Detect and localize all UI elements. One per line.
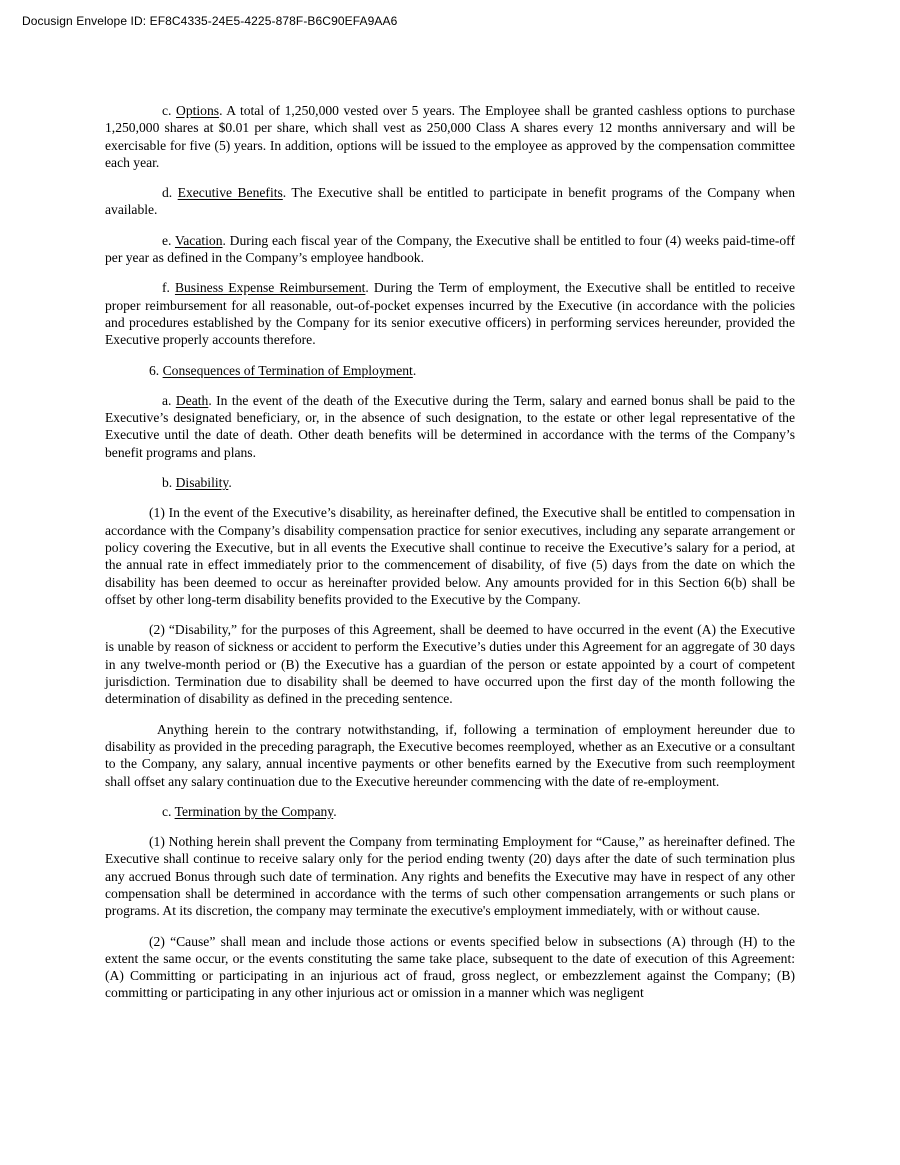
text-run: f. (162, 280, 175, 296)
paragraph-8 (105, 504, 795, 608)
paragraph-3 (105, 232, 795, 267)
paragraph-7 (105, 474, 795, 491)
text-run: (1) In the event of the Executive’s disability, as hereinafter defined, the Executive shall be entitled to compensation in accordance with the Company’s disability compensation practice for senior executives, including any separate arrangement or policy covering the Executive, but in all events the Executive shall continue to receive the Executive’s salary for a period, at the annual rate in effect immediately prior to the commencement of disability, of five (5) days from the date on which the disability has been deemed to occur as hereinafter provided below. Any amounts provided for in this Section 6(b) shall be offset by other long-term disability benefits provided to the Executive by the Company. (105, 505, 795, 607)
text-run: . A total of 1,250,000 vested over 5 years. The Employee shall be granted cashless options to purchase 1,250,000 shares at $0.01 per share, which shall vest as 250,000 Class A shares every 12 months anniversary and will be exercisable for five (5) years. In addition, options will be issued to the employee as approved by the compensation committee each year. (105, 103, 795, 170)
text-run: . (228, 475, 232, 491)
underlined-heading-text: Executive Benefits (177, 185, 283, 201)
text-run: . The Executive shall be entitled to participate in benefit programs of the Company when available. (105, 185, 796, 218)
text-run: Anything herein to the contrary notwithstanding, if, following a termination of employment hereunder due to disability as provided in the preceding paragraph, the Executive becomes reemployed, whether as an Executive or a consultant to the Company, any salary, annual incentive payments or other benefits earned by the Executive from such reemployment shall offset any salary continuation due to the Executive hereunder commencing with the date of re-employment. (105, 721, 795, 789)
paragraph-13 (105, 933, 795, 1002)
text-run: (2) “Cause” shall mean and include those actions or events specified below in subsections (A) through (H) to the extent the same occur, or the events constituting the same take place, subsequent to the date of execution of this Agreement: (A) Committing or participating in an injurious act of fraud, gross neglect, or embezzlement against the Company; (B) committing or participating in any other injurious act or omission in a manner which was negligent (105, 933, 795, 1001)
paragraph-5 (105, 362, 795, 379)
paragraph-12 (105, 833, 795, 919)
text-run: (1) Nothing herein shall prevent the Company from terminating Employment for “Cause,” as hereinafter defined. The Executive shall continue to receive salary only for the period ending twenty (20) days after the date of such termination plus any accrued Bonus through such date of termination. Any rights and benefits the Executive may have in respect of any other compensation shall be determined in accordance with the terms of such other compensation arrangements or such plans or programs. At its discretion, the company may terminate the executive's employment immediately, with or without cause. (105, 834, 795, 919)
underlined-heading-text: Business Expense Reimbursement (174, 280, 366, 296)
text-run: d. (162, 185, 178, 201)
text-run: . During the Term of employment, the Executive shall be entitled to receive proper reimbursement for all reasonable, out-of-pocket expenses incurred by the Executive (in accordance with the policies and procedures established by the Company for its senior executive officers) in performing services hereunder, provided the Executive properly accounts therefore. (105, 280, 795, 348)
text-run: . During each fiscal year of the Company, the Executive shall be entitled to four (4) weeks paid-time-off per year as defined in the Company’s employee handbook. (105, 232, 795, 266)
text-run: e. (162, 232, 175, 248)
text-run: . (333, 803, 337, 819)
text-run: a. (162, 392, 176, 408)
paragraph-11 (105, 803, 795, 820)
document-body (105, 102, 795, 1015)
underlined-heading-text: Death (175, 392, 209, 408)
paragraph-9 (105, 621, 795, 707)
text-run: . In the event of the death of the Executive during the Term, salary and earned bonus shall be paid to the Executive’s designated beneficiary, or, in the absence of such designation, to the estate or other legal representative of the Executive until the date of death. Other death benefits will be determined in accordance with the terms of the Company’s benefit programs and plans. (105, 392, 795, 460)
docusign-envelope-id: Docusign Envelope ID: EF8C4335-24E5-4225-878F-B6C90EFA9AA6 (22, 14, 398, 28)
underlined-heading-text: Consequences of Termination of Employment (162, 362, 413, 378)
text-run: 6. (149, 362, 163, 378)
underlined-heading-text: Vacation (174, 232, 223, 248)
text-run: c. (162, 803, 175, 819)
paragraph-1 (105, 102, 795, 171)
text-run: (2) “Disability,” for the purposes of this Agreement, shall be deemed to have occurred in the event (A) the Executive is unable by reason of sickness or accident to perform the Executive’s duties under this Agreement for an aggregate of 30 days in any twelve-month period or (B) the Executive has a guardian of the person or estate appointed by a court of competent jurisdiction. Termination due to disability shall be deemed to have occurred upon the first day of the month following the determination of disability as defined in the preceding sentence. (105, 622, 795, 707)
underlined-heading-text: Options (176, 103, 220, 118)
text-run: b. (162, 475, 176, 491)
underlined-heading-text: Disability (175, 475, 229, 491)
paragraph-4 (105, 279, 795, 348)
text-run: c. (162, 103, 177, 118)
underlined-heading-text: Termination by the Company (174, 803, 334, 819)
paragraph-10 (105, 721, 795, 790)
paragraph-2 (105, 184, 795, 219)
text-run: . (412, 362, 417, 378)
paragraph-6 (105, 392, 795, 461)
